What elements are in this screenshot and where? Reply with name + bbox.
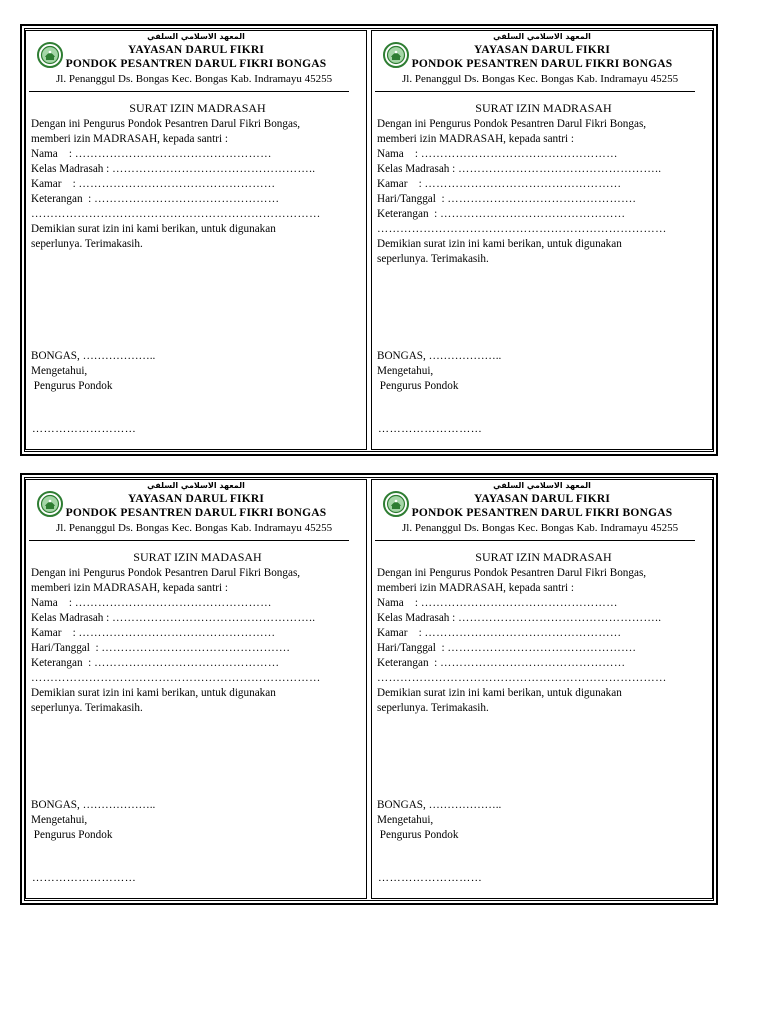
field-label: Nama : [377,597,421,609]
permit-sheet-bottom [20,473,718,905]
field-label: Kelas Madrasah : [31,612,113,624]
intro-line: memberi izin MADRASAH, kepada santri : [31,133,228,145]
signer-role: Pengurus Pondok [31,829,113,841]
field-blank-line[interactable]: ………………………………………… [94,193,280,205]
intro-line: Dengan ini Pengurus Pondok Pesantren Darul Fikri Bongas, [31,567,301,579]
header-divider [375,91,695,92]
field-label: Kamar : [31,178,79,190]
field-label: Nama : [31,148,75,160]
field-blank-line[interactable]: ………………………………………… [440,657,626,669]
field-label: Nama : [377,148,421,160]
signature-line: ……………………… [32,423,137,435]
form-field-row [31,177,364,192]
field-blank-line[interactable]: …………………………………………….. [112,163,316,175]
signature-block [31,798,155,843]
school-name: PONDOK PESANTREN DARUL FIKRI BONGAS [65,507,327,519]
signer-role: Pengurus Pondok [31,380,113,392]
field-label: Keterangan : [377,208,441,220]
closing-line: seperlunya. Terimakasih. [31,238,143,250]
permit-card [371,30,713,450]
field-label: Hari/Tanggal : [31,642,102,654]
permit-title: SURAT IZIN MADRASAH [475,550,612,564]
field-blank-line[interactable]: …………………………………………. [101,642,290,654]
permit-card [25,479,367,899]
field-label: Kamar : [377,178,425,190]
permit-title: SURAT IZIN MADRASAH [475,101,612,115]
field-blank-line[interactable]: …………………………………………….. [458,163,662,175]
form-field-row [31,162,364,177]
closing-line: seperlunya. Terimakasih. [377,702,489,714]
school-address: Jl. Penanggul Ds. Bongas Kec. Bongas Kab. Indramayu 45255 [56,73,333,85]
closing-line: Demikian surat izin ini kami berikan, untuk digunakan [377,238,622,250]
form-field-row [377,611,710,626]
signer-role: Pengurus Pondok [377,829,459,841]
field-blank-line[interactable]: …………………………………………… [424,178,622,190]
field-list [31,596,364,671]
foundation-name: YAYASAN DARUL FIKRI [127,493,265,505]
form-field-row [377,207,710,222]
header-divider [375,540,695,541]
school-address: Jl. Penanggul Ds. Bongas Kec. Bongas Kab. Indramayu 45255 [402,73,679,85]
field-list [31,147,364,207]
field-label: Kelas Madrasah : [377,163,459,175]
school-name: PONDOK PESANTREN DARUL FIKRI BONGAS [65,58,327,70]
closing-line: Demikian surat izin ini kami berikan, untuk digunakan [377,687,622,699]
field-label: Kelas Madrasah : [377,612,459,624]
extra-dotted-line: ………………………………………………………………… [377,223,667,235]
signature-line: ……………………… [378,872,483,884]
field-blank-line[interactable]: …………………………………………… [78,627,276,639]
form-field-row [31,611,364,626]
acknowledged-label: Mengetahui, [377,365,434,377]
field-label: Kamar : [377,627,425,639]
foundation-name: YAYASAN DARUL FIKRI [473,493,611,505]
signature-line: ……………………… [378,423,483,435]
field-blank-line[interactable]: …………………………………………… [78,178,276,190]
letterhead [372,480,712,542]
extra-dotted-line: ………………………………………………………………… [31,208,321,220]
arabic-institution-name: المعهد الاسلامي السلفي [493,481,591,490]
letterhead [26,31,366,93]
school-address: Jl. Penanggul Ds. Bongas Kec. Bongas Kab. Indramayu 45255 [402,522,679,534]
closing-line: Demikian surat izin ini kami berikan, untuk digunakan [31,223,276,235]
form-field-row [377,192,710,207]
field-list [377,596,710,671]
field-label: Keterangan : [31,657,95,669]
field-label: Keterangan : [377,657,441,669]
field-blank-line[interactable]: ………………………………………… [440,208,626,220]
form-field-row [377,656,710,671]
permit-title: SURAT IZIN MADRASAH [129,101,266,115]
field-label: Kelas Madrasah : [31,163,113,175]
signature-block [31,349,155,394]
signer-role: Pengurus Pondok [377,380,459,392]
field-label: Keterangan : [31,193,95,205]
letterhead [26,480,366,542]
header-divider [29,540,349,541]
extra-dotted-line: ………………………………………………………………… [31,672,321,684]
field-label: Hari/Tanggal : [377,193,448,205]
field-list [377,147,710,222]
permit-body [377,101,710,267]
foundation-name: YAYASAN DARUL FIKRI [127,44,265,56]
signature-block [377,798,501,843]
field-blank-line[interactable]: …………………………………………… [74,148,272,160]
place-date: BONGAS, ……………….. [377,799,502,811]
field-label: Nama : [31,597,75,609]
field-blank-line[interactable]: …………………………………………. [447,642,636,654]
intro-line: memberi izin MADRASAH, kepada santri : [31,582,228,594]
intro-line: memberi izin MADRASAH, kepada santri : [377,133,574,145]
permit-card [25,30,367,450]
field-blank-line[interactable]: …………………………………………… [420,148,618,160]
field-blank-line[interactable]: …………………………………………….. [112,612,316,624]
form-field-row [31,656,364,671]
acknowledged-label: Mengetahui, [31,365,88,377]
field-blank-line[interactable]: …………………………………………. [447,193,636,205]
field-blank-line[interactable]: …………………………………………… [74,597,272,609]
form-field-row [31,147,364,162]
header-divider [29,91,349,92]
foundation-name: YAYASAN DARUL FIKRI [473,44,611,56]
form-field-row [377,596,710,611]
intro-line: Dengan ini Pengurus Pondok Pesantren Darul Fikri Bongas, [377,567,647,579]
form-field-row [377,162,710,177]
closing-line: Demikian surat izin ini kami berikan, untuk digunakan [31,687,276,699]
school-name: PONDOK PESANTREN DARUL FIKRI BONGAS [411,507,673,519]
extra-dotted-line: ………………………………………………………………… [377,672,667,684]
arabic-institution-name: المعهد الاسلامي السلفي [493,32,591,41]
field-blank-line[interactable]: ………………………………………… [94,657,280,669]
field-label: Kamar : [31,627,79,639]
arabic-institution-name: المعهد الاسلامي السلفي [147,32,245,41]
form-field-row [377,626,710,641]
school-name: PONDOK PESANTREN DARUL FIKRI BONGAS [411,58,673,70]
form-field-row [31,641,364,656]
field-blank-line[interactable]: …………………………………………… [420,597,618,609]
signature-line: ……………………… [32,872,137,884]
permit-body [377,550,710,716]
form-field-row [31,596,364,611]
letterhead [372,31,712,93]
place-date: BONGAS, ……………….. [377,350,502,362]
form-field-row [377,147,710,162]
intro-line: Dengan ini Pengurus Pondok Pesantren Darul Fikri Bongas, [377,118,647,130]
permit-card [371,479,713,899]
permit-title: SURAT IZIN MADASAH [133,550,262,564]
closing-line: seperlunya. Terimakasih. [31,702,143,714]
signature-block [377,349,501,394]
place-date: BONGAS, ……………….. [31,350,156,362]
place-date: BONGAS, ……………….. [31,799,156,811]
intro-line: memberi izin MADRASAH, kepada santri : [377,582,574,594]
permit-body [31,101,364,252]
field-blank-line[interactable]: …………………………………………… [424,627,622,639]
intro-line: Dengan ini Pengurus Pondok Pesantren Darul Fikri Bongas, [31,118,301,130]
school-address: Jl. Penanggul Ds. Bongas Kec. Bongas Kab. Indramayu 45255 [56,522,333,534]
closing-line: seperlunya. Terimakasih. [377,253,489,265]
acknowledged-label: Mengetahui, [377,814,434,826]
field-blank-line[interactable]: …………………………………………….. [458,612,662,624]
form-field-row [377,641,710,656]
permit-sheet-top [20,24,718,456]
field-label: Hari/Tanggal : [377,642,448,654]
form-field-row [377,177,710,192]
permit-body [31,550,364,716]
form-field-row [31,626,364,641]
arabic-institution-name: المعهد الاسلامي السلفي [147,481,245,490]
form-field-row [31,192,364,207]
acknowledged-label: Mengetahui, [31,814,88,826]
